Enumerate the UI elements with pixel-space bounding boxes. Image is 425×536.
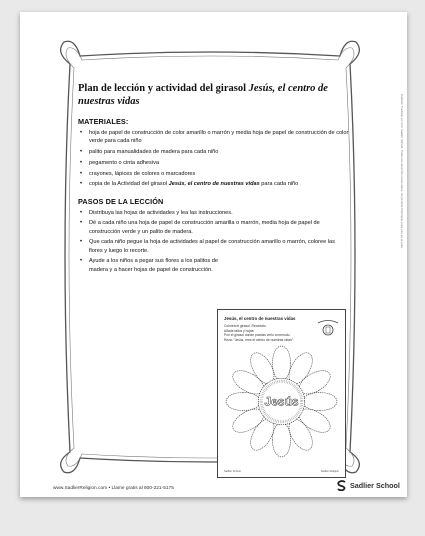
list-item: • palito para manualidades de madera para cada niño [78, 148, 350, 156]
footer-brand: Sadlier School [337, 480, 400, 491]
steps-list [78, 209, 350, 274]
lesson-content [78, 82, 350, 276]
list-item: • copia de la Actividad del girasol Jesús, el centro de nuestras vidas para cada niño [78, 180, 350, 188]
materials-heading: MATERIALES: [78, 117, 129, 126]
thumbnail-footer: Sadlier School Sadlier Religion [224, 470, 339, 473]
list-item: • Ayude a los niños a pegar sus flores a los palitos de madera y a hacer hojas de papel de construcción. [78, 257, 237, 273]
page-title: Plan de lección y actividad del girasol Jesús, el centro de nuestras vidas [78, 83, 328, 107]
footer-contact: www.SadlierReligion.com • Llame gratis al 800-221-5175 [53, 486, 174, 491]
legend-badge-icon [315, 317, 341, 339]
list-item: • Distribuya las hojas de actividades y lea las instrucciones. [78, 209, 350, 217]
list-item: • pegamento o cinta adhesiva [78, 159, 350, 167]
thumbnail-title: Jesús, el centro de nuestras vidas [224, 316, 296, 321]
list-item: • crayones, lápices de colores o marcadores [78, 170, 350, 178]
list-item: • hoja de papel de construcción de color amarillo o marrón y media hoja de papel de construcción de color verde para cada niño [78, 129, 350, 145]
list-item: • Que cada niño pegue la hoja de actividades al papel de construcción amarillo o marrón, coloree las flores y luego lo recorte. [78, 238, 350, 254]
list-item: • Dé a cada niño una hoja de papel de construcción amarilla o marrón, media hoja de papel de construcción verde y un palito de madera. [78, 219, 350, 235]
flower-center-word: Jesús [264, 394, 299, 409]
sadlier-logo-icon [337, 480, 347, 491]
thumbnail-instructions: Colorea el girasol. Recórtalo. Añade tallos y hojas. Pon el girasol donde puedas verlo a menudo. Reza: "Jesús, eres el centro de nuestras vidas". [224, 324, 294, 342]
steps-heading: PASOS DE LA LECCIÓN [78, 196, 164, 206]
worksheet-page [20, 12, 407, 497]
activity-sheet-thumbnail [217, 309, 346, 478]
side-copyright: Catholic Tradition en Vivo Sadlier School. Todos los derechos reservados. Se permite fotocopiar para uso en el aula. [400, 94, 404, 249]
sunflower-drawing [224, 344, 339, 459]
materials-list [78, 129, 350, 189]
